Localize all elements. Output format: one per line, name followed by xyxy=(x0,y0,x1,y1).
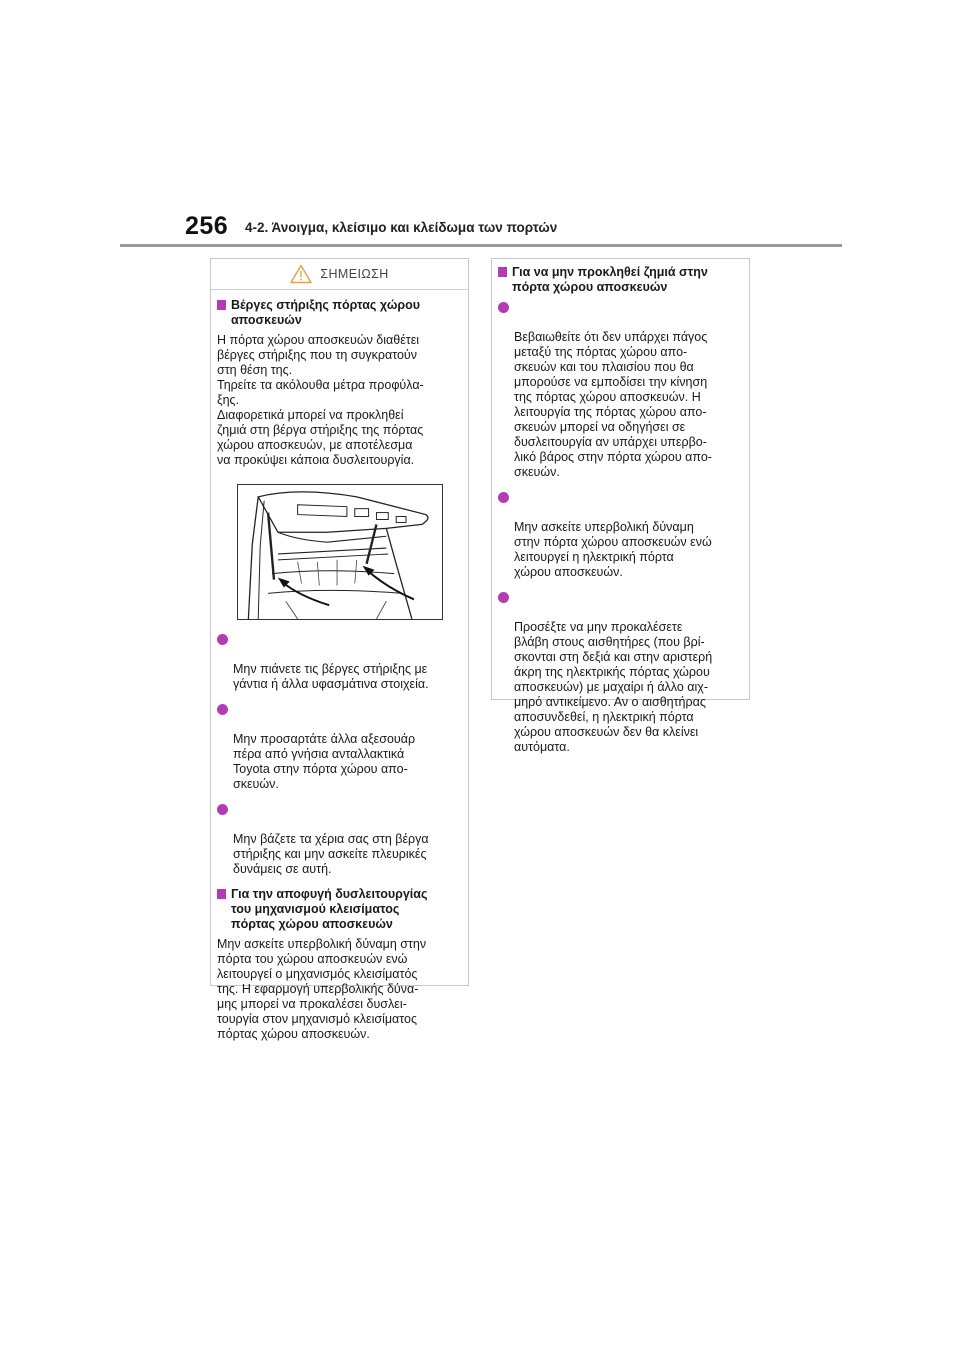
square-bullet-icon xyxy=(217,300,226,310)
warning-triangle-icon xyxy=(290,264,312,284)
notice-panel-left xyxy=(210,258,469,1041)
heading-closing-mechanism xyxy=(217,887,462,932)
circle-bullet-icon xyxy=(498,302,509,313)
heading-text: Για την αποφυγή δυσλειτουργίας του μηχανισμού κλεισίματος πόρτας χώρου αποσκευών xyxy=(231,887,428,931)
paragraph-support-struts: Η πόρτα χώρου αποσκευών διαθέτει βέργες στήριξης που τη συγκρατούν στη θέση της. Τηρείτε τα ακόλουθα μέτρα προφύλα- ξης. Διαφορετικά μπορεί να προκληθεί ζημιά στη βέργα στήριξης της πόρτας χώρου αποσκευών, με αποτέλεσμα να προκύψει κάποια δυσλειτουργία. xyxy=(217,333,424,467)
list-item-text: Βεβαιωθείτε ότι δεν υπάρχει πάγος μεταξύ της πόρτας χώρου απο- σκευών και του πλαισίου που θα μπορούσε να εμποδίσει την κίνηση της πόρτας χώρου αποσκευών. Η λειτουργία της πόρτας χώρου απο- σκευών μπορεί να οδηγήσει σε δυσλειτουργία αν υπάρχει υπερβο- λικό βάρος στην πόρτα χώρου απο- σκευών. xyxy=(514,330,712,479)
circle-bullet-icon xyxy=(498,492,509,503)
back-door-illustration xyxy=(238,485,442,619)
notice-header xyxy=(211,259,468,290)
heading-support-struts xyxy=(217,298,462,328)
circle-bullet-icon xyxy=(217,634,228,645)
list-item-text: Μην βάζετε τα χέρια σας στη βέργα στήριξης και μην ασκείτε πλευρικές δυνάμεις σε αυτή. xyxy=(233,832,429,876)
circle-bullet-icon xyxy=(217,704,228,715)
list-item xyxy=(498,300,743,480)
list-item xyxy=(498,590,743,755)
paragraph-closing-mechanism: Μην ασκείτε υπερβολική δύναμη στην πόρτα του χώρου αποσκευών ενώ λειτουργεί ο μηχανισμός κλεισίματός της. Η εφαρμογή υπερβολικής δύνα- μης μπορεί να προκαλέσει δυσλει- τουργία στον μηχανισμό κλεισίματος πόρτας χώρου αποσκευών. xyxy=(217,937,427,1041)
list-item-text: Μην πιάνετε τις βέργες στήριξης με γάντια ή άλλα υφασμάτινα στοιχεία. xyxy=(233,662,429,691)
page-number: 256 xyxy=(185,212,229,240)
circle-bullet-icon xyxy=(498,592,509,603)
square-bullet-icon xyxy=(217,889,226,899)
list-item-text: Μην ασκείτε υπερβολική δύναμη στην πόρτα χώρου αποσκευών ενώ λειτουργεί η ηλεκτρική πόρτα χώρου αποσκευών. xyxy=(514,520,712,579)
list-item xyxy=(217,702,462,792)
list-item-text: Μην προσαρτάτε άλλα αξεσουάρ πέρα από γνήσια ανταλλακτικά Toyota στην πόρτα χώρου απο- σκευών. xyxy=(233,732,416,791)
list-item-text: Προσέξτε να μην προκαλέσετε βλάβη στους αισθητήρες (που βρί- σκονται στη δεξιά και στην αριστερή άκρη της ηλεκτρικής πόρτας χώρου αποσκευών) με μαχαίρι ή άλλο αιχ- μηρό αντικείμενο. Αν ο αισθητήρας αποσυνδεθεί, η ηλεκτρική πόρτα χώρου αποσκευών δεν θα κλείνει αυτόματα. xyxy=(514,620,713,754)
list-item xyxy=(498,490,743,580)
heading-prevent-damage xyxy=(498,265,743,295)
notice-label: ΣΗΜΕΙΩΣΗ xyxy=(320,267,389,281)
notice-panel-right xyxy=(491,258,750,754)
heading-text: Για να μην προκληθεί ζημιά στην πόρτα χώρου αποσκευών xyxy=(512,265,708,294)
list-item xyxy=(217,632,462,692)
heading-text: Βέργες στήριξης πόρτας χώρου αποσκευών xyxy=(231,298,421,327)
list-item xyxy=(217,802,462,877)
section-title: 4-2. Άνοιγμα, κλείσιμο και κλείδωμα των πορτών xyxy=(245,220,558,235)
square-bullet-icon xyxy=(498,267,507,277)
circle-bullet-icon xyxy=(217,804,228,815)
back-door-strut-illustration xyxy=(237,484,443,620)
header-rule xyxy=(120,244,842,247)
